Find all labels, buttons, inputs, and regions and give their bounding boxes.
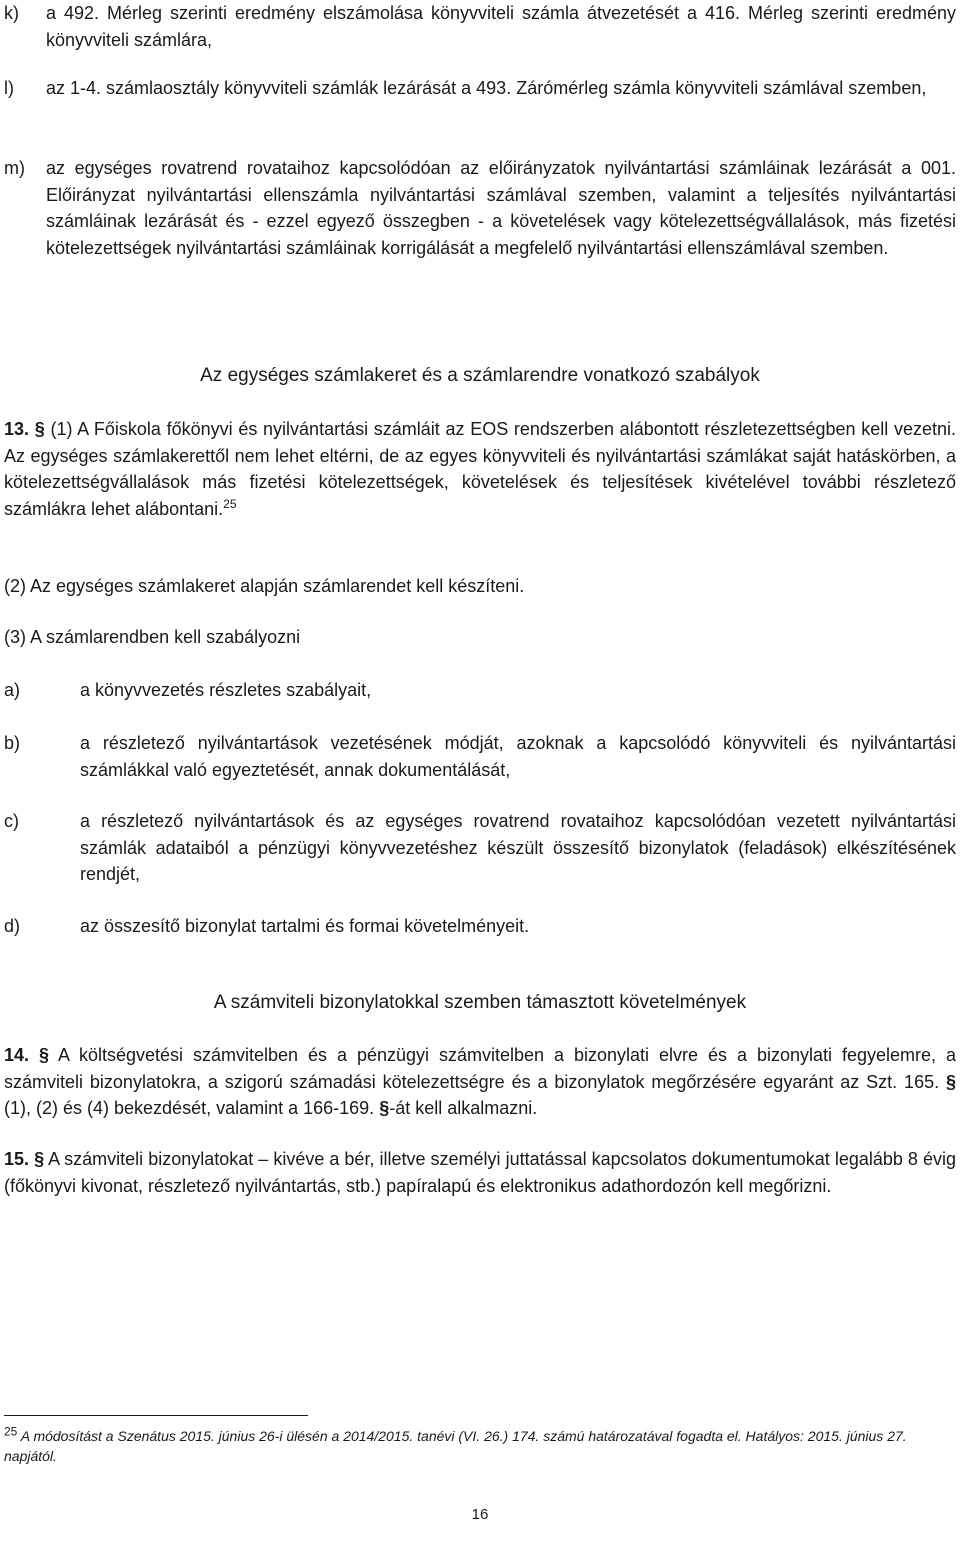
footnote-number: 25 bbox=[4, 1424, 18, 1439]
section-number: 14. bbox=[4, 1045, 30, 1065]
footnote bbox=[4, 1426, 956, 1466]
section-number: 13. bbox=[4, 419, 30, 439]
sub-item-text: a részletező nyilvántartások vezetésének módját, azoknak a kapcsolódó könyvviteli és nyilvántartási számlákkal való egyeztetését, annak dokumentálását, bbox=[80, 733, 956, 780]
paragraph-3: (3) A számlarendben kell szabályozni bbox=[4, 627, 301, 647]
sub-item-d bbox=[4, 913, 956, 940]
list-item-k bbox=[4, 0, 956, 53]
section-text: A költségvetési számvitelben és a pénzügyi számvitelben a bizonylati elvre és a bizonylati fegyelemre, a számviteli bizonylatokra, a szigorú számadási kötelezettségre és a bizonylatok megőrzésére egyaránt az Szt. 165. bbox=[4, 1045, 956, 1092]
sub-item-label: c) bbox=[4, 811, 19, 831]
section-14 bbox=[4, 1042, 956, 1122]
section-text: -át kell alkalmazni. bbox=[389, 1098, 538, 1118]
list-item-l bbox=[4, 75, 956, 102]
paragraph-sign: § bbox=[34, 419, 45, 439]
item-text: a 492. Mérleg szerinti eredmény elszámolása könyvviteli számla átvezetését a 416. Mérleg szerinti eredmény könyvviteli számlára, bbox=[46, 3, 956, 50]
sub-item-c bbox=[4, 808, 956, 888]
footnote-text: A módosítást a Szenátus 2015. június 26-i ülésén a 2014/2015. tanévi (VI. 26.) 174. számú határozatával fogadta el. Hatályos: 2015. június 27. napjától. bbox=[4, 1428, 907, 1464]
paragraph-sign: § bbox=[379, 1098, 390, 1118]
section-text: (1), (2) és (4) bekezdését, valamint a 166-169. bbox=[4, 1098, 380, 1118]
section-heading: Az egységes számlakeret és a számlarendre vonatkozó szabályok bbox=[200, 365, 760, 386]
item-text: az egységes rovatrend rovataihoz kapcsolódóan az előirányzatok nyilvántartási számláinak lezárását a 001. Előirányzat nyilvántartási ellenszámla nyilvántartási számlával szemben, valamint a teljesítés nyilvántartási számláinak lezárását és - ezzel egyező összegben - a követelések vagy kötelezettségvállalások, más fizetési kötelezettségek nyilvántartási számláinak korrigálását a megfelelő nyilvántartási ellenszámlával szemben. bbox=[46, 158, 956, 258]
item-label: m) bbox=[4, 158, 25, 178]
section-13 bbox=[4, 416, 956, 522]
sub-item-a bbox=[4, 677, 956, 704]
sub-item-label: a) bbox=[4, 680, 21, 700]
sub-item-text: az összesítő bizonylat tartalmi és formai követelményeit. bbox=[80, 916, 530, 936]
section-text: (1) A Főiskola főkönyvi és nyilvántartási számláit az EOS rendszerben alábontott részletezettségben kell vezetni. Az egységes számlakerettől nem lehet eltérni, de az egyes könyvviteli és nyilvántartási számlákat saját hatáskörben, a kötelezettségvállalások más fizetési kötelezettségek, követelések és teljesítések kivételével további részletező számlákra lehet alábontani. bbox=[4, 419, 956, 519]
section-15 bbox=[4, 1146, 956, 1199]
paragraph-sign: § bbox=[34, 1149, 45, 1169]
item-text: az 1-4. számlaosztály könyvviteli számlák lezárását a 493. Zárómérleg számla könyvviteli számlával szemben, bbox=[46, 78, 927, 98]
paragraph-2: (2) Az egységes számlakeret alapján számlarendet kell készíteni. bbox=[4, 576, 525, 596]
section-text: A számviteli bizonylatokat – kivéve a bér, illetve személyi juttatással kapcsolatos dokumentumokat legalább 8 évig (főkönyvi kivonat, részletező nyilvántartás, stb.) papíralapú és elektronikus adathordozón kell megőrizni. bbox=[4, 1149, 956, 1196]
paragraph-sign: § bbox=[39, 1045, 50, 1065]
item-label: k) bbox=[4, 3, 19, 23]
section-heading: A számviteli bizonylatokkal szemben támasztott követelmények bbox=[213, 992, 747, 1013]
list-item-m bbox=[4, 155, 956, 261]
item-label: l) bbox=[4, 78, 14, 98]
page-number: 16 bbox=[471, 1506, 489, 1523]
sub-item-text: a könyvvezetés részletes szabályait, bbox=[80, 680, 372, 700]
paragraph-sign: § bbox=[945, 1071, 956, 1092]
sub-item-label: d) bbox=[4, 916, 21, 936]
footnote-divider bbox=[4, 1415, 308, 1416]
sub-item-label: b) bbox=[4, 733, 21, 753]
section-number: 15. bbox=[4, 1149, 30, 1169]
footnote-ref[interactable]: 25 bbox=[223, 496, 237, 511]
sub-item-b bbox=[4, 730, 956, 783]
sub-item-text: a részletező nyilvántartások és az egységes rovatrend rovataihoz kapcsolódóan vezetett nyilvántartási számlák adataiból a pénzügyi könyvvezetéshez készült összesítő bizonylatok (feladások) elkészítésének rendjét, bbox=[80, 811, 956, 884]
